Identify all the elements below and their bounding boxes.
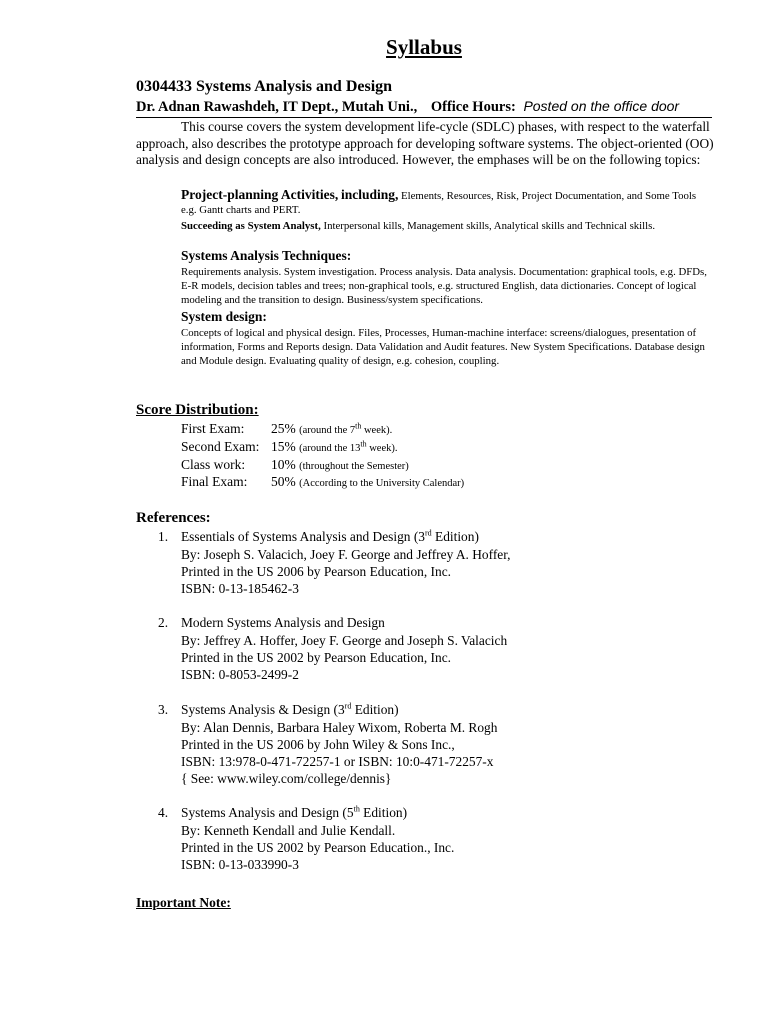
reference-line: Printed in the US 2002 by Pearson Education., Inc. [181,840,455,855]
score-value [271,474,464,490]
topic-succeeding [181,219,711,233]
score-heading: Score Distribution: [136,402,259,418]
reference-line: { See: www.wiley.com/college/dennis} [181,771,392,786]
header-rule [136,117,712,118]
reference-number: 4. [158,805,169,820]
score-value [271,439,398,455]
reference-line: Printed in the US 2002 by Pearson Education, Inc. [181,650,452,665]
topic-heading: Succeeding as System Analyst, [181,220,321,232]
score-label: Second Exam: [181,439,260,454]
topic-project-planning [181,188,711,217]
page-title: Syllabus [386,35,462,59]
score-note: (around the 13th week). [299,439,398,454]
reference-number: 3. [158,702,169,717]
course-title: 0304433 Systems Analysis and Design [136,78,393,95]
reference-line: ISBN: 0-13-033990-3 [181,857,299,872]
score-note: (throughout the Semester) [299,461,409,472]
instructor-name: Dr. Adnan Rawashdeh, IT Dept., Mutah Uni., [136,99,418,115]
topic-body-text: Interpersonal kills, Management skills, Analytical skills and Technical skills. [323,220,656,232]
office-hours-label: Office Hours: [430,99,516,115]
score-note: (According to the University Calendar) [299,478,465,489]
topic-heading: Project-planning Activities, [181,187,339,202]
score-percent: 15% [271,439,296,454]
reference-number: 2. [158,615,169,630]
score-percent: 25% [271,421,296,436]
reference-line: ISBN: 13:978-0-471-72257-1 or ISBN: 10:0-471-72257-x [181,754,494,769]
course-description: This course covers the system development life-cycle (SDLC) phases, with respect to the waterfall approach, also describes the prototype approach for developing software systems. The object-oriented (OO) analysis and design concepts are also introduced. However, the emphases will be on the following topics: [136,119,714,167]
topic-analysis-body: Requirements analysis. System investigation. Process analysis. Data analysis. Documentation: graphical tools, e.g. DFDs, E-R models, decision tables and trees; non-graphical tools, e.g. structured English, data dictionaries. Concept of logical modeling and the transition to design. Business/system specifications. [181,266,707,307]
reference-line: Printed in the US 2006 by Pearson Education, Inc. [181,564,452,579]
reference-title: Systems Analysis & Design (3rd Edition) [181,701,399,717]
score-label: First Exam: [181,421,245,436]
reference-line: Printed in the US 2006 by John Wiley & Sons Inc., [181,737,455,752]
instructor-line [136,98,679,116]
score-value [271,457,409,473]
reference-line: ISBN: 0-13-185462-3 [181,581,299,596]
important-note-heading: Important Note: [136,895,231,910]
reference-line: By: Joseph S. Valacich, Joey F. George and Jeffrey A. Hoffer, [181,547,511,562]
reference-title: Modern Systems Analysis and Design [181,615,385,630]
score-percent: 50% [271,474,296,489]
references-heading: References: [136,510,211,526]
reference-line: ISBN: 0-8053-2499-2 [181,667,299,682]
reference-line: By: Kenneth Kendall and Julie Kendall. [181,823,396,838]
score-percent: 10% [271,457,296,472]
score-note: (around the 7th week). [299,421,393,436]
topic-heading-design: System design: [181,309,267,324]
topic-design-body: Concepts of logical and physical design. Files, Processes, Human-machine interface: screens/dialogues, presentation of information, Forms and Reports design. Data Validation and Audit features. New System Specifications. Database design and Module design. Evaluating quality of design, e.g. cohesion, coupling. [181,327,705,368]
office-hours-value: Posted on the office door [523,98,680,114]
score-label: Class work: [181,457,246,472]
reference-line: By: Alan Dennis, Barbara Haley Wixom, Roberta M. Rogh [181,720,498,735]
topic-body-text: Elements, Resources, Risk, Project Documentation, and Some Tools e.g. Gantt charts and PERT. [181,190,697,217]
score-value [271,421,392,437]
reference-title: Systems Analysis and Design (5th Edition) [181,804,408,820]
reference-title: Essentials of Systems Analysis and Design (3rd Edition) [181,528,479,544]
reference-number: 1. [158,529,169,544]
reference-line: By: Jeffrey A. Hoffer, Joey F. George and Joseph S. Valacich [181,633,508,648]
score-label: Final Exam: [181,474,248,489]
topic-including: including, [340,187,399,202]
topic-heading-analysis: Systems Analysis Techniques: [181,248,352,263]
